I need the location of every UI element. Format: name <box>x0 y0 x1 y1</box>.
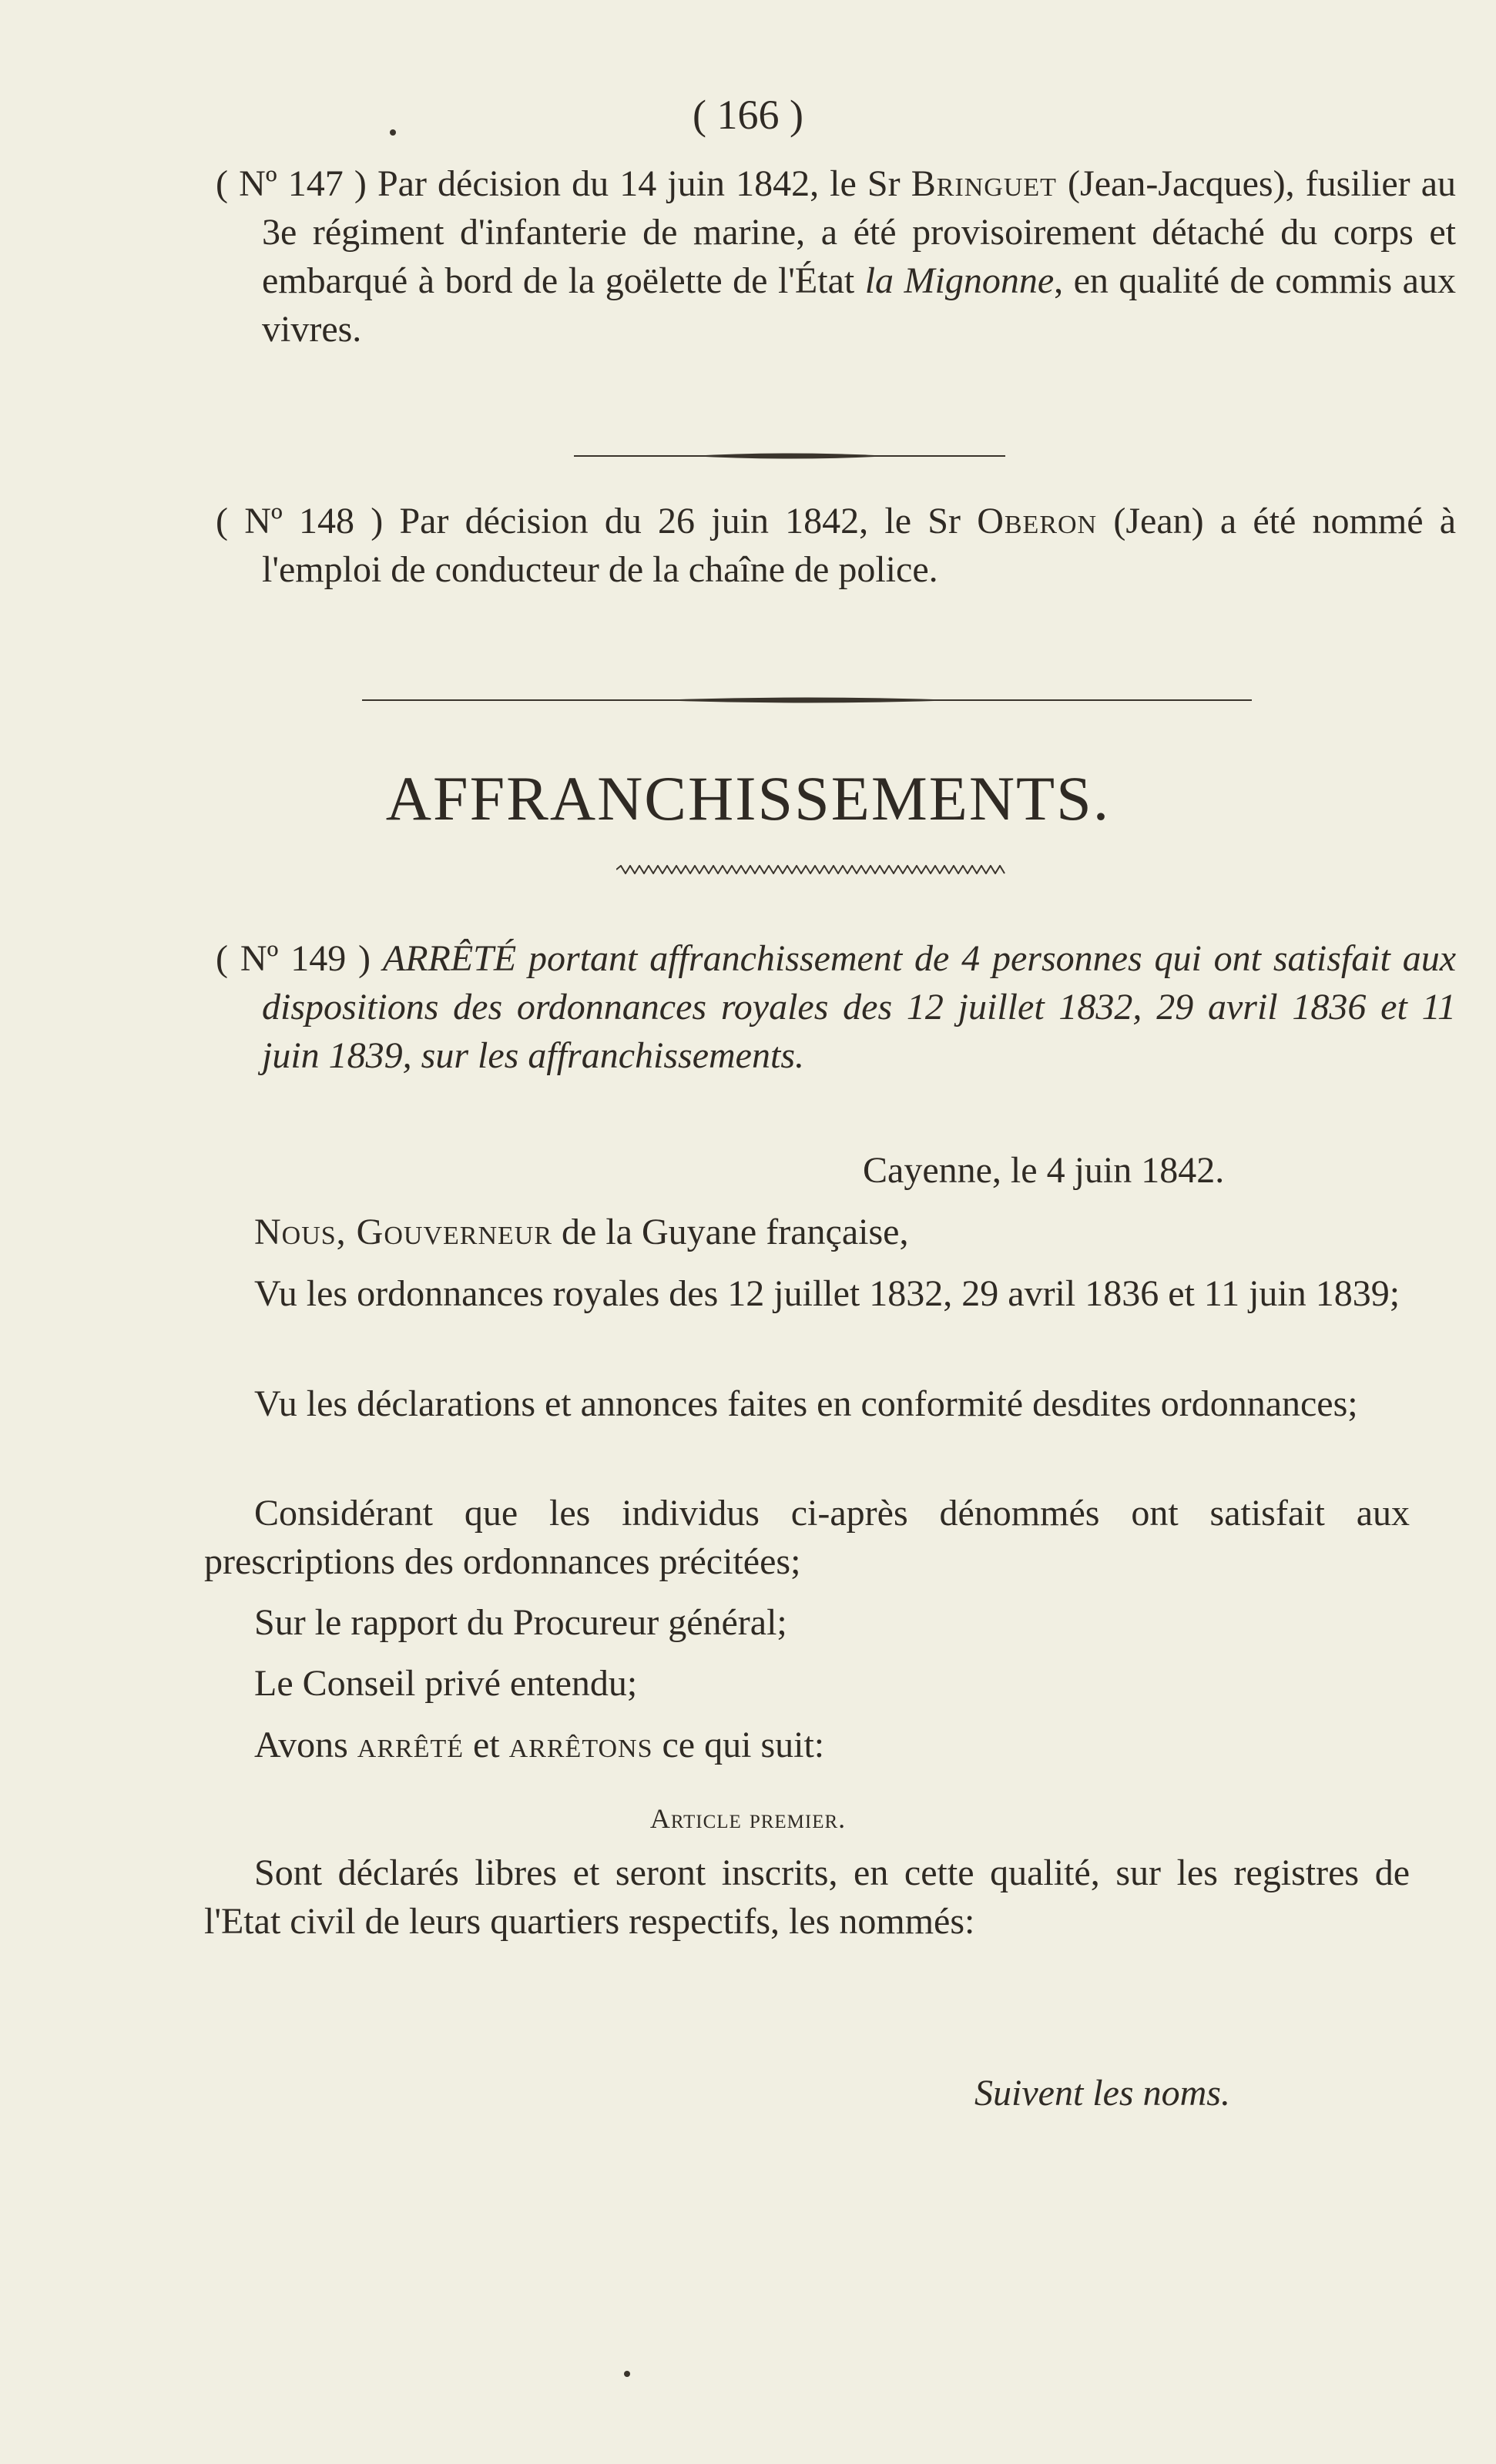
page-number: ( 166 ) <box>693 92 803 138</box>
entry-text: , en qualité de commis aux vivres. <box>262 260 1456 350</box>
nous-line <box>204 1208 1410 1256</box>
ink-dot <box>624 2371 630 2377</box>
sont-declares: Sont déclarés libres et seront inscrits, en cette qualité, sur les registres de l'Etat civil de leurs quartiers respectifs, les nommés: <box>204 1852 1410 1942</box>
conseil-prive: Le Conseil privé entendu; <box>254 1663 638 1704</box>
wavy-divider <box>616 864 1009 873</box>
dateline: Cayenne, le 4 juin 1842. <box>863 1150 1225 1191</box>
vu-ordonnances: Vu les ordonnances royales des 12 juillet 1832, 29 avril 1836 et 11 juin 1839; <box>254 1273 1400 1314</box>
arretons-sc: arrêtons <box>508 1725 653 1765</box>
entry-number: ( Nº 148 ) <box>216 501 384 541</box>
entry-number: ( Nº 147 ) <box>216 163 367 204</box>
entry-text: (Jean-Jacques), fusilier au 3e régiment d'infanterie de marine, a été provisoirement détaché du corps et embarqué à bord de la goëlette de l'État <box>262 163 1457 301</box>
governor-title: Nous, Gouverneur <box>254 1212 553 1252</box>
body-text: et <box>473 1725 500 1765</box>
person-name: Bringuet <box>911 163 1057 204</box>
entry-147 <box>216 159 1456 354</box>
separator-rule <box>362 695 1252 706</box>
entry-148 <box>216 497 1456 594</box>
separator-rule <box>574 451 1005 461</box>
suivent-les-noms: Suivent les noms. <box>974 2073 1230 2114</box>
decree-title: ARRÊTÉ portant affranchissement de 4 personnes qui ont satisfait aux dispositions des ordonnances royales des 12 juillet 1832, 29 avril 1836 et 11 juin 1839, sur les affranchissements. <box>262 938 1457 1076</box>
avons-arrete <box>204 1721 1410 1769</box>
arrete-sc: arrêté <box>357 1725 464 1765</box>
entry-text: (Jean) a été nommé à l'emploi de conducteur de la chaîne de police. <box>262 501 1457 590</box>
entry-text: Par décision du 26 juin 1842, le Sr <box>399 501 961 541</box>
vu-declarations: Vu les déclarations et annonces faites en conformité desdites ordonnances; <box>254 1383 1358 1424</box>
section-heading: AFFRANCHISSEMENTS. <box>385 763 1111 833</box>
entry-149 <box>216 934 1456 1080</box>
considerant: Considérant que les individus ci-après dénommés ont satisfait aux prescriptions des ordonnances précitées; <box>204 1493 1410 1582</box>
body-text: Avons <box>254 1725 348 1765</box>
person-name: Oberon <box>977 501 1098 541</box>
entry-number: ( Nº 149 ) <box>216 938 371 979</box>
article-heading: Article premier. <box>649 1803 847 1834</box>
sur-le-rapport: Sur le rapport du Procureur général; <box>254 1602 787 1643</box>
body-text: de la Guyane française, <box>562 1212 909 1252</box>
ship-name: la Mignonne <box>864 260 1055 301</box>
body-text: ce qui suit: <box>662 1725 825 1765</box>
entry-text: Par décision du 14 juin 1842, le Sr <box>377 163 901 204</box>
